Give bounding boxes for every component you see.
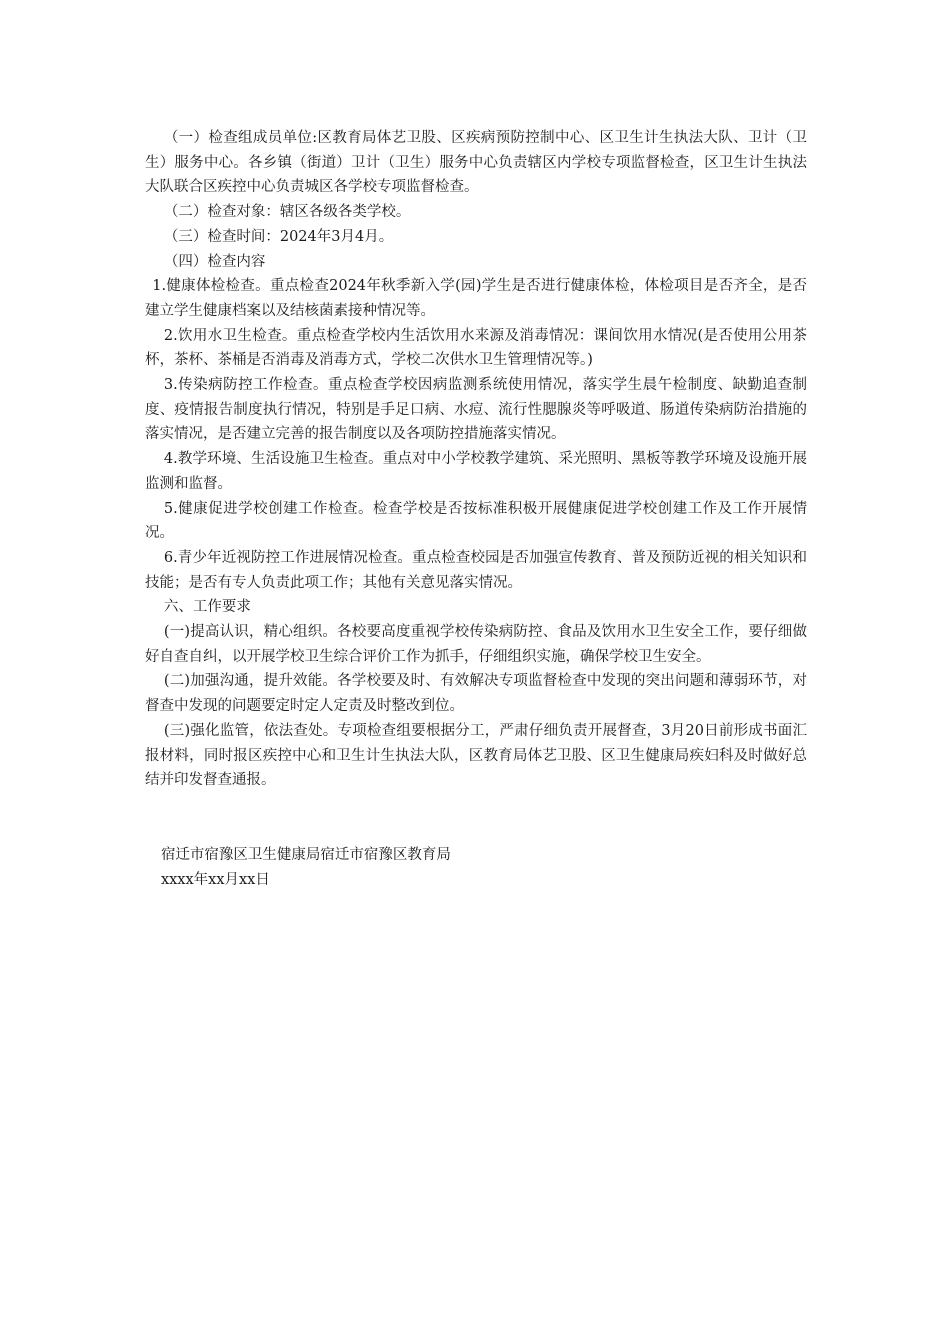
paragraph-inspection-content-heading: （四）检查内容 (163, 253, 266, 270)
paragraph-item-health-promotion: 5.健康促进学校创建工作检查。检查学校是否按标准积极开展健康促进学校创建工作及工作开展情况。 (145, 500, 807, 542)
paragraph-item-drinking-water: 2.饮用水卫生检查。重点检查学校内生活饮用水来源及消毒情况：课间饮用水情况(是否使用公用茶杯，茶杯、茶桶是否消毒及消毒方式，学校二次供水卫生管理情况等。) (145, 327, 807, 369)
paragraph-requirement-supervision: (三)强化监管，依法查处。专项检查组要根据分工，严肃仔细负责开展督查，3月20日前形成书面汇报材料，同时报区疾控中心和卫生计生执法大队，区教育局体艺卫股、区卫生健康局疾妇科及时做好总结并印发督查通报。 (145, 722, 807, 789)
signature-spacer (145, 793, 807, 843)
paragraph-item-infectious-disease: 3.传染病防控工作检查。重点检查学校因病监测系统使用情况，落实学生晨午检制度、缺勤追查制度、疫情报告制度执行情况，特别是手足口病、水痘、流行性腮腺炎等呼吸道、肠道传染病防治措施的落实情况，是否建立完善的报告制度以及各项防控措施落实情况。 (145, 377, 807, 443)
document-body (145, 126, 807, 892)
paragraph-item-teaching-environment: 4.教学环境、生活设施卫生检查。重点对中小学校教学建筑、采光照明、黑板等教学环境及设施开展监测和监督。 (145, 451, 807, 492)
paragraph-inspection-units: （一）检查组成员单位:区教育局体艺卫股、区疾病预防控制中心、区卫生计生执法大队、卫计（卫生）服务中心。各乡镇（街道）卫计（卫生）服务中心负责辖区内学校专项监督检查，区卫生计生执法大队联合区疾控中心负责城区各学校专项监督检查。 (145, 130, 807, 196)
paragraph-item-myopia-prevention: 6.青少年近视防控工作进展情况检查。重点检查校园是否加强宣传教育、普及预防近视的相关知识和技能；是否有专人负责此项工作；其他有关意见落实情况。 (145, 549, 807, 591)
paragraph-requirement-communication: (二)加强沟通，提升效能。各学校要及时、有效解决专项监督检查中发现的突出问题和薄弱环节，对督查中发现的问题要定时定人定责及时整改到位。 (145, 673, 807, 715)
paragraph-inspection-targets: （二）检查对象：辖区各级各类学校。 (163, 204, 411, 221)
signature-issuer: 宿迁市宿豫区卫生健康局宿迁市宿豫区教育局 (160, 846, 451, 863)
section-heading-work-requirements: 六、工作要求 (163, 599, 251, 616)
paragraph-inspection-time: （三）检查时间：2024年3月4月。 (163, 228, 394, 245)
signature-block (145, 843, 807, 892)
paragraph-item-health-exam: 1.健康体检检查。重点检查2024年秋季新入学(园)学生是否进行健康体检，体检项目是否齐全，是否建立学生健康档案以及结核菌素接种情况等。 (145, 278, 807, 319)
signature-date: xxxx年xx月xx日 (160, 871, 270, 888)
paragraph-requirement-awareness: (一)提高认识，精心组织。各校要高度重视学校传染病防控、食品及饮用水卫生安全工作，要仔细做好自查自纠，以开展学校卫生综合评价工作为抓手，仔细组织实施，确保学校卫生安全。 (145, 624, 807, 665)
